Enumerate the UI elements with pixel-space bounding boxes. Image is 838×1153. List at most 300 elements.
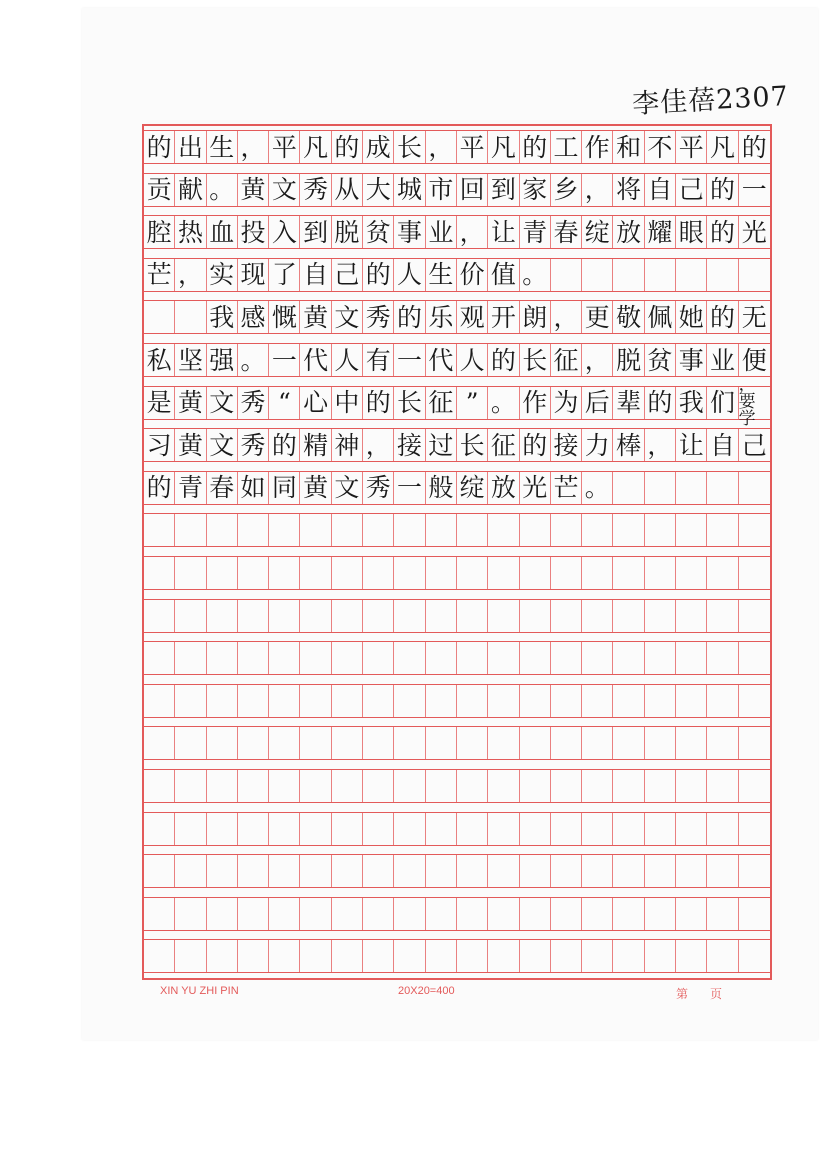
- grid-cell: [238, 514, 269, 546]
- grid-cell: [457, 557, 488, 589]
- grid-cell: [426, 855, 457, 887]
- grid-cell: [394, 557, 425, 589]
- grid-cell: [457, 685, 488, 717]
- grid-cell: 出: [175, 131, 206, 163]
- grid-cell: 从: [332, 174, 363, 206]
- grid-cell: [707, 514, 738, 546]
- grid-cell: 自: [300, 259, 331, 291]
- grid-cell: [394, 685, 425, 717]
- grid-cell: [551, 557, 582, 589]
- grid-cell: 秀: [363, 301, 394, 333]
- grid-cell: 神: [332, 429, 363, 461]
- grid-cell: [582, 514, 613, 546]
- grid-cell: [269, 770, 300, 802]
- grid-cell: [676, 472, 707, 504]
- grid-cell: 人: [394, 259, 425, 291]
- grid-cell: [488, 855, 519, 887]
- grid-cell: [144, 813, 175, 845]
- grid-cell: [645, 940, 676, 972]
- grid-cell: [582, 259, 613, 291]
- grid-cell: [582, 557, 613, 589]
- grid-cell: 习: [144, 429, 175, 461]
- footer-grid-spec: 20X20=400: [398, 985, 455, 997]
- grid-cell: [645, 259, 676, 291]
- grid-cell: 。: [238, 344, 269, 376]
- grid-cell: [300, 727, 331, 759]
- grid-cell: [676, 259, 707, 291]
- grid-cell: [613, 770, 644, 802]
- grid-cell: 般: [426, 472, 457, 504]
- grid-cell: [707, 940, 738, 972]
- grid-cell: 值: [488, 259, 519, 291]
- grid-cell: [144, 727, 175, 759]
- grid-cell: [488, 642, 519, 674]
- grid-cell: [207, 813, 238, 845]
- grid-cell: [676, 813, 707, 845]
- grid-cell: [488, 727, 519, 759]
- grid-cell: [394, 898, 425, 930]
- grid-cell: [488, 898, 519, 930]
- grid-cell: [394, 642, 425, 674]
- grid-cell: [551, 940, 582, 972]
- grid-cell: [300, 940, 331, 972]
- grid-cell: 我: [676, 387, 707, 419]
- grid-row: [144, 599, 770, 633]
- grid-cell: 青: [175, 472, 206, 504]
- grid-cell: [426, 685, 457, 717]
- grid-cell: [707, 813, 738, 845]
- footer-brand: XIN YU ZHI PIN: [160, 985, 239, 997]
- grid-cell: [707, 685, 738, 717]
- grid-cell: [207, 514, 238, 546]
- grid-cell: [426, 898, 457, 930]
- grid-cell: 己: [741, 430, 767, 460]
- grid-cell: 更: [582, 301, 613, 333]
- grid-row: [144, 300, 770, 334]
- grid-cell: 血: [207, 216, 238, 248]
- grid-cell: 不: [645, 131, 676, 163]
- grid-cell: [520, 898, 551, 930]
- grid-cell: [426, 557, 457, 589]
- grid-cell: 们: [707, 387, 738, 419]
- grid-cell: [426, 727, 457, 759]
- grid-cell: 人: [332, 344, 363, 376]
- grid-cell: [394, 940, 425, 972]
- grid-cell: [332, 642, 363, 674]
- grid-cell: [300, 557, 331, 589]
- grid-cell: [238, 770, 269, 802]
- grid-cell: [739, 685, 770, 717]
- grid-cell: [269, 642, 300, 674]
- grid-cell: 己: [332, 259, 363, 291]
- grid-cell: [363, 557, 394, 589]
- grid-cell: [520, 557, 551, 589]
- grid-row: [144, 375, 770, 430]
- grid-cell: [300, 855, 331, 887]
- grid-row: [144, 215, 770, 249]
- grid-cell: [207, 898, 238, 930]
- grid-cell: [582, 600, 613, 632]
- grid-cell: 己: [676, 174, 707, 206]
- grid-cell: [269, 557, 300, 589]
- grid-cell: [207, 600, 238, 632]
- grid-cell: [363, 514, 394, 546]
- grid-cell: 后: [582, 387, 613, 419]
- grid-cell: [520, 940, 551, 972]
- grid-cell: [645, 685, 676, 717]
- grid-cell: 投: [238, 216, 269, 248]
- grid-cell: [238, 940, 269, 972]
- grid-cell: 感: [238, 301, 269, 333]
- grid-cell: ，: [582, 174, 613, 206]
- grid-cell: [300, 600, 331, 632]
- grid-cell: [488, 813, 519, 845]
- grid-cell: [613, 642, 644, 674]
- grid-cell: 热: [175, 216, 206, 248]
- grid-cell: [363, 855, 394, 887]
- grid-cell: [332, 514, 363, 546]
- grid-cell: 的: [520, 429, 551, 461]
- grid-cell: [144, 940, 175, 972]
- grid-cell: 的: [645, 387, 676, 419]
- grid-cell: [457, 855, 488, 887]
- grid-row: [144, 428, 770, 462]
- grid-cell: [676, 642, 707, 674]
- grid-cell: [488, 514, 519, 546]
- grid-cell: [426, 813, 457, 845]
- grid-cell: [645, 727, 676, 759]
- grid-cell: [300, 685, 331, 717]
- grid-cell: 接: [551, 429, 582, 461]
- grid-cell: 现: [238, 259, 269, 291]
- grid-cell: 的: [707, 216, 738, 248]
- grid-cell: [332, 600, 363, 632]
- grid-cell: [175, 685, 206, 717]
- grid-cell: [207, 642, 238, 674]
- grid-cell: [707, 855, 738, 887]
- grid-cell: [457, 898, 488, 930]
- grid-cell: [175, 940, 206, 972]
- grid-row: [144, 684, 770, 718]
- grid-cell: 家: [520, 174, 551, 206]
- grid-cell: [582, 813, 613, 845]
- grid-cell: ，: [551, 301, 582, 333]
- grid-cell: [457, 770, 488, 802]
- grid-cell: 的: [363, 259, 394, 291]
- grid-cell: [238, 898, 269, 930]
- grid-cell: [645, 472, 676, 504]
- grid-cell: 贫: [363, 216, 394, 248]
- grid-cell: [238, 557, 269, 589]
- grid-cell: 献: [175, 174, 206, 206]
- grid-cell: 一: [741, 175, 767, 205]
- grid-cell: [238, 813, 269, 845]
- grid-cell: 平: [676, 131, 707, 163]
- grid-cell: 长: [394, 131, 425, 163]
- grid-cell: 的: [488, 344, 519, 376]
- grid-cell: [363, 727, 394, 759]
- grid-cell: 绽: [582, 216, 613, 248]
- grid-cell: [488, 600, 519, 632]
- manuscript-grid: [142, 124, 772, 980]
- grid-cell: 脱: [613, 344, 644, 376]
- grid-cell: 入: [269, 216, 300, 248]
- grid-cell: [394, 855, 425, 887]
- grid-cell: 眼: [676, 216, 707, 248]
- grid-cell: 平: [457, 131, 488, 163]
- grid-row: [144, 854, 770, 888]
- grid-cell: 为: [551, 387, 582, 419]
- grid-cell: ，: [175, 259, 206, 291]
- grid-cell: 让: [676, 429, 707, 461]
- grid-cell: 中: [332, 387, 363, 419]
- grid-cell: [269, 727, 300, 759]
- grid-cell: [707, 770, 738, 802]
- grid-cell: 放: [488, 472, 519, 504]
- grid-cell: 的: [741, 132, 767, 162]
- grid-cell: 光: [741, 217, 767, 247]
- grid-cell: [707, 600, 738, 632]
- grid-cell: 文: [332, 301, 363, 333]
- grid-cell: [739, 514, 770, 546]
- grid-cell: 腔: [144, 216, 175, 248]
- grid-cell: [207, 940, 238, 972]
- grid-cell: 她: [676, 301, 707, 333]
- grid-cell: [144, 770, 175, 802]
- grid-cell: 敬: [613, 301, 644, 333]
- grid-cell: [238, 855, 269, 887]
- grid-cell: [269, 514, 300, 546]
- grid-cell: [144, 514, 175, 546]
- grid-cell: [520, 514, 551, 546]
- grid-cell: [613, 855, 644, 887]
- grid-cell: [645, 514, 676, 546]
- grid-cell: [426, 600, 457, 632]
- grid-cell: 文: [269, 174, 300, 206]
- grid-cell: [613, 727, 644, 759]
- grid-cell: [207, 770, 238, 802]
- grid-cell: 春: [207, 472, 238, 504]
- footer-page-label: 第页: [676, 987, 745, 1001]
- grid-cell: 凡: [707, 131, 738, 163]
- grid-cell: 便: [741, 345, 767, 375]
- grid-cell: 和: [613, 131, 644, 163]
- grid-cell: [613, 557, 644, 589]
- grid-row: [144, 130, 770, 164]
- grid-row: [144, 812, 770, 846]
- grid-cell: [238, 685, 269, 717]
- grid-cell: 城: [394, 174, 425, 206]
- grid-cell: 秀: [238, 429, 269, 461]
- grid-cell: 黄: [175, 387, 206, 419]
- grid-cell: [520, 642, 551, 674]
- grid-row: [144, 513, 770, 547]
- grid-cell: [551, 685, 582, 717]
- grid-cell: [582, 940, 613, 972]
- grid-cell: 征: [426, 387, 457, 419]
- grid-cell: [144, 642, 175, 674]
- grid-cell: [739, 813, 770, 845]
- grid-cell: [645, 898, 676, 930]
- grid-cell: [363, 940, 394, 972]
- grid-cell: [613, 685, 644, 717]
- grid-cell: 。: [582, 472, 613, 504]
- grid-cell: [394, 600, 425, 632]
- grid-cell: [613, 472, 644, 504]
- grid-cell: [175, 642, 206, 674]
- grid-cell: 到: [300, 216, 331, 248]
- grid-cell: 代: [300, 344, 331, 376]
- grid-cell: 脱: [332, 216, 363, 248]
- grid-cell: 的: [269, 429, 300, 461]
- grid-cell: [394, 727, 425, 759]
- grid-cell: 长: [520, 344, 551, 376]
- grid-cell: [551, 898, 582, 930]
- grid-cell: 棒: [613, 429, 644, 461]
- grid-cell: [676, 855, 707, 887]
- grid-cell: 光: [520, 472, 551, 504]
- grid-cell: [613, 813, 644, 845]
- grid-cell: [582, 898, 613, 930]
- grid-cell: [739, 600, 770, 632]
- grid-cell: 一: [394, 472, 425, 504]
- grid-cell: [332, 940, 363, 972]
- grid-cell: [551, 770, 582, 802]
- grid-cell: [520, 685, 551, 717]
- grid-cell: [457, 514, 488, 546]
- grid-row: [144, 769, 770, 803]
- grid-cell: [332, 727, 363, 759]
- grid-cell: [582, 855, 613, 887]
- grid-cell: [707, 727, 738, 759]
- grid-cell: [582, 642, 613, 674]
- grid-cell: [645, 642, 676, 674]
- grid-cell: [488, 940, 519, 972]
- grid-cell: ，: [582, 344, 613, 376]
- grid-cell: 的: [520, 131, 551, 163]
- grid-cell: [144, 301, 175, 333]
- grid-cell: 了: [269, 259, 300, 291]
- grid-cell: [144, 557, 175, 589]
- grid-row: [144, 556, 770, 590]
- grid-row: [144, 726, 770, 760]
- grid-cell: [144, 600, 175, 632]
- grid-cell: 到: [488, 174, 519, 206]
- grid-cell: [551, 642, 582, 674]
- grid-cell: [300, 898, 331, 930]
- grid-cell: [175, 727, 206, 759]
- grid-row: [144, 939, 770, 973]
- grid-cell: [707, 259, 738, 291]
- grid-cell: [332, 898, 363, 930]
- grid-cell: [175, 770, 206, 802]
- grid-cell: [676, 600, 707, 632]
- grid-cell: [520, 813, 551, 845]
- grid-cell: [739, 259, 770, 291]
- grid-cell: [426, 940, 457, 972]
- grid-cell: [269, 813, 300, 845]
- grid-cell: [520, 727, 551, 759]
- grid-cell: [645, 855, 676, 887]
- grid-cell: [645, 813, 676, 845]
- grid-cell: ，: [645, 429, 676, 461]
- grid-cell: [426, 642, 457, 674]
- grid-cell: 事: [676, 344, 707, 376]
- grid-cell: 如: [238, 472, 269, 504]
- grid-cell: [175, 813, 206, 845]
- grid-cell: [739, 940, 770, 972]
- grid-cell: [175, 557, 206, 589]
- grid-cell: 慨: [269, 301, 300, 333]
- grid-cell: 的: [707, 174, 738, 206]
- grid-cell: [175, 898, 206, 930]
- grid-cell: ”: [457, 387, 488, 419]
- grid-cell: [175, 600, 206, 632]
- grid-cell: [676, 940, 707, 972]
- grid-cell: 贡: [144, 174, 175, 206]
- grid-cell: [707, 557, 738, 589]
- grid-cell: 放: [613, 216, 644, 248]
- grid-cell: [739, 557, 770, 589]
- grid-cell: [457, 600, 488, 632]
- grid-row: [144, 897, 770, 931]
- grid-cell: [488, 557, 519, 589]
- grid-cell: 文: [207, 387, 238, 419]
- grid-cell: [332, 813, 363, 845]
- grid-cell: 工: [551, 131, 582, 163]
- grid-cell: 芒: [551, 472, 582, 504]
- grid-cell: 我: [207, 301, 238, 333]
- grid-cell: 成: [363, 131, 394, 163]
- grid-cell: 过: [426, 429, 457, 461]
- grid-cell: 一: [394, 344, 425, 376]
- grid-cell: [676, 685, 707, 717]
- grid-cell: [207, 727, 238, 759]
- grid-cell: 春: [551, 216, 582, 248]
- grid-cell: [394, 514, 425, 546]
- grid-cell: 凡: [300, 131, 331, 163]
- grid-cell: 的: [144, 131, 175, 163]
- grid-cell: [645, 770, 676, 802]
- grid-cell: [363, 813, 394, 845]
- grid-cell: 黄: [300, 472, 331, 504]
- grid-cell: [707, 898, 738, 930]
- grid-cell: 。: [207, 174, 238, 206]
- grid-cell: 文: [332, 472, 363, 504]
- grid-cell: 黄: [175, 429, 206, 461]
- grid-cell: [488, 770, 519, 802]
- grid-cell: 的: [363, 387, 394, 419]
- grid-cell: 青: [520, 216, 551, 248]
- grid-cell: [269, 855, 300, 887]
- grid-row: [144, 471, 770, 505]
- grid-cell: 力: [582, 429, 613, 461]
- grid-cell: 。: [488, 387, 519, 419]
- grid-cell: 是: [144, 387, 175, 419]
- grid-cell: 作: [582, 131, 613, 163]
- grid-cell: [676, 770, 707, 802]
- grid-cell: [676, 557, 707, 589]
- grid-cell: 大: [363, 174, 394, 206]
- grid-cell: 佩: [645, 301, 676, 333]
- grid-row: [144, 343, 770, 377]
- grid-cell: 生: [207, 131, 238, 163]
- grid-row: [144, 258, 770, 292]
- grid-cell: [363, 642, 394, 674]
- grid-cell: [269, 940, 300, 972]
- grid-cell: [707, 642, 738, 674]
- grid-cell: [332, 770, 363, 802]
